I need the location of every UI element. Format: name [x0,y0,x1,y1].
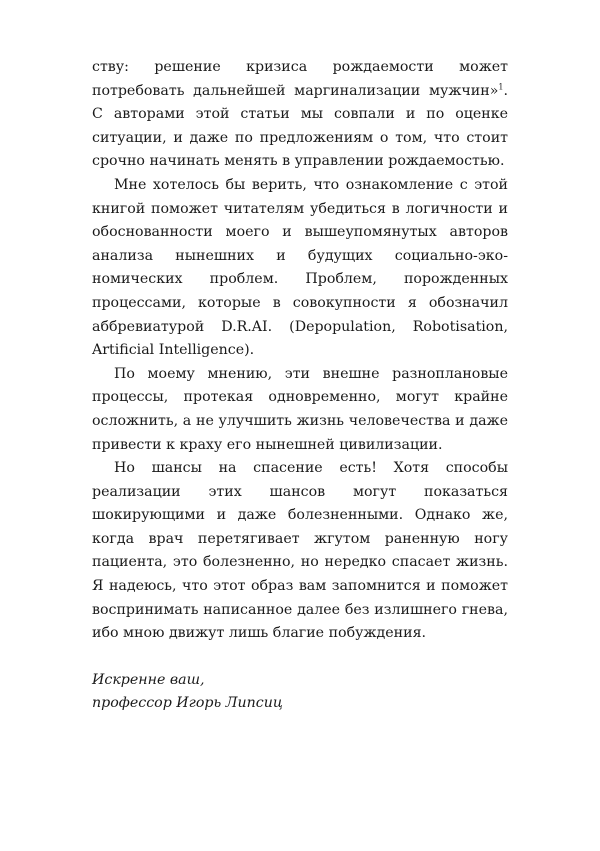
page-body [92,56,508,716]
footnote-marker: 1 [498,81,504,91]
paragraph-2: Мне хотелось бы верить, что ознакомление с этой книгой поможет читателям убедиться в логичности и обоснованности моего и вышеупомянутых авторов анализа нынешних и будущих социально-экономических проблем. Проблем, порожденных процессами, которые в совокупности я обозначил аббревиатурой D.R.AI. (Depopulation, Robotisation, Artificial Intelligence). [92,176,508,359]
paragraph-4: Но шансы на спасение есть! Хотя способы реализации этих шансов могут показаться шокирующими и даже болезненными. Однако же, когда врач перетягивает жгутом раненную ногу пациента, это болезненно, но нередко спасает жизнь. Я надеюсь, что этот образ вам запомнится и поможет воспринимать написанное далее без излишнего гнева, ибо мною движут лишь благие побуждения. [92,460,508,642]
signature-closing: Искренне ваш, [92,671,205,688]
paragraph-1 [92,56,508,174]
signature-name: профессор Игорь Липсиц [92,695,283,712]
paragraph-1-text-b: . С авторами этой статьи мы совпали и по оценке ситуации, и даже по предложениям о том, что стоит срочно начинать менять в управлении рождаемостью. [92,82,508,170]
signature-block [92,669,508,716]
paragraph-1-text-a: ству: решение кризиса рождаемости может потребовать дальнейшей маргинализации мужчин» [92,59,508,99]
paragraph-3: По моему мнению, эти внешне разноплановые процессы, протекая одновременно, могут крайне осложнить, а не улучшить жизнь человечества и даже привести к краху его нынешней цивилизации. [92,365,508,453]
